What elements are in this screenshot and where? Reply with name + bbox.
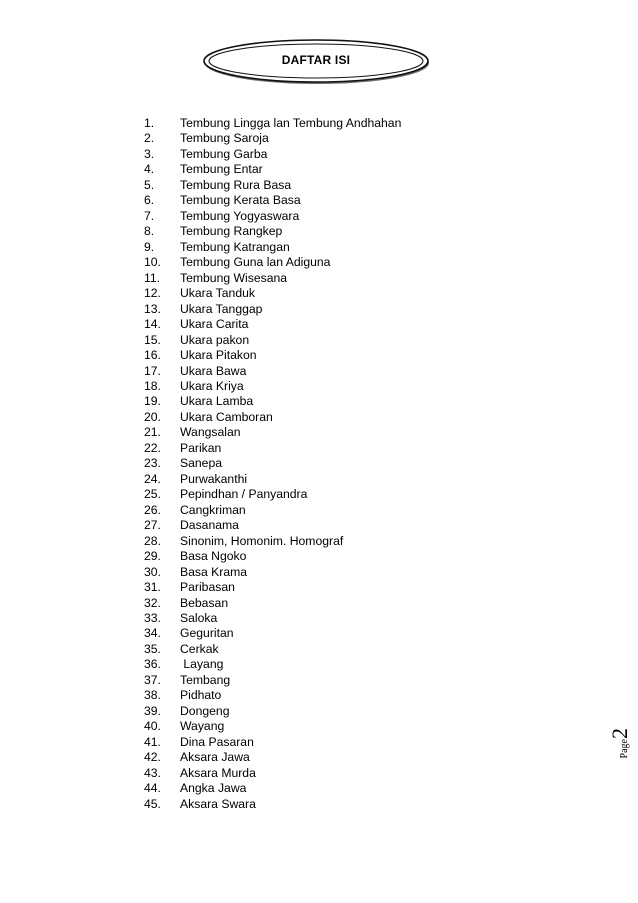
toc-entry <box>144 688 401 703</box>
toc-entry <box>144 735 401 750</box>
toc-entry <box>144 271 401 286</box>
toc-entry <box>144 116 401 131</box>
toc-entry <box>144 441 401 456</box>
toc-entry-label: Tembung Saroja <box>180 131 269 146</box>
page-number: 2 <box>607 728 632 739</box>
page-footer-text <box>609 728 631 778</box>
toc-entry-number: 4. <box>144 162 155 177</box>
toc-entry-number: 34. <box>144 626 161 641</box>
toc-entry-label: Sinonim, Homonim. Homograf <box>180 533 344 548</box>
toc-entry <box>144 534 401 549</box>
toc-entry-number: 11. <box>144 270 161 285</box>
toc-entry-label: Aksara Swara <box>180 796 256 811</box>
toc-entry-label: Tembung Lingga lan Tembung Andhahan <box>180 116 402 130</box>
toc-entry <box>144 456 401 471</box>
toc-entry-number: 3. <box>144 146 155 161</box>
toc-entry-number: 24. <box>144 471 161 486</box>
toc-entry-number: 45. <box>144 796 161 811</box>
toc-entry <box>144 348 401 363</box>
toc-entry-label: Parikan <box>180 440 222 455</box>
toc-entry <box>144 797 401 812</box>
toc-entry <box>144 302 401 317</box>
toc-entry-label: Wayang <box>180 719 225 734</box>
toc-entry <box>144 394 401 409</box>
toc-entry-number: 26. <box>144 502 161 517</box>
toc-entry <box>144 766 401 781</box>
toc-entry-label: Tembung Kerata Basa <box>180 193 301 208</box>
toc-entry-label: Dasanama <box>180 518 239 533</box>
toc-entry <box>144 162 401 177</box>
toc-entry <box>144 673 401 688</box>
toc-entry-number: 1. <box>144 116 155 130</box>
toc-entry-number: 14. <box>144 317 161 332</box>
toc-entry-number: 13. <box>144 301 161 316</box>
toc-entry-label: Purwakanthi <box>180 471 248 486</box>
page-footer <box>577 728 632 828</box>
toc-entry-label: Sanepa <box>180 456 223 471</box>
toc-entry-label: Geguritan <box>180 626 234 641</box>
toc-entry <box>144 240 401 255</box>
toc-entry <box>144 379 401 394</box>
toc-entry-label: Tembung Guna lan Adiguna <box>180 255 331 270</box>
toc-entry <box>144 193 401 208</box>
toc-entry-number: 10. <box>144 255 161 270</box>
toc-entry-label: Pepindhan / Panyandra <box>180 487 308 502</box>
toc-entry-number: 38. <box>144 688 161 703</box>
toc-entry <box>144 642 401 657</box>
toc-entry <box>144 781 401 796</box>
toc-entry-label: Ukara Tanduk <box>180 286 255 301</box>
toc-entry <box>144 549 401 564</box>
toc-entry <box>144 147 401 162</box>
toc-entry-number: 29. <box>144 549 161 564</box>
toc-entry-label: Basa Krama <box>180 564 248 579</box>
toc-entry-number: 44. <box>144 781 161 796</box>
page-word: Page <box>619 739 630 759</box>
toc-entry-number: 27. <box>144 518 161 533</box>
toc-entry-number: 43. <box>144 765 161 780</box>
toc-entry-label: Tembung Rura Basa <box>180 177 292 192</box>
toc-entry-label: Dina Pasaran <box>180 734 254 749</box>
toc-entry-number: 35. <box>144 641 161 656</box>
title-badge <box>201 38 431 86</box>
toc-entry-label: Bebasan <box>180 595 229 610</box>
toc-entry <box>144 487 401 502</box>
toc-entry-number: 2. <box>144 131 155 146</box>
toc-entry-label: Tembang <box>180 672 231 687</box>
toc-entry-label: Ukara Tanggap <box>180 301 263 316</box>
page-title: DAFTAR ISI <box>281 53 351 67</box>
toc-entry-number: 28. <box>144 533 161 548</box>
toc-entry-label: Cangkriman <box>180 502 246 517</box>
toc-entry-label: Dongeng <box>180 703 230 718</box>
toc-entry <box>144 580 401 595</box>
toc-entry-label: Ukara Kriya <box>180 378 244 393</box>
toc-entry <box>144 410 401 425</box>
toc-entry-number: 5. <box>144 177 155 192</box>
toc-entry-number: 22. <box>144 440 161 455</box>
toc-entry-label: Ukara pakon <box>180 332 250 347</box>
toc-entry <box>144 178 401 193</box>
toc-entry-number: 40. <box>144 719 161 734</box>
toc-entry-number: 33. <box>144 611 161 625</box>
toc-entry-number: 16. <box>144 348 161 363</box>
toc-entry <box>144 224 401 239</box>
toc-entry-label: Ukara Carita <box>180 317 249 332</box>
toc-entry <box>144 719 401 734</box>
toc-entry-number: 41. <box>144 734 161 749</box>
toc-entry-label: Ukara Bawa <box>180 363 247 378</box>
toc-entry-label: Paribasan <box>180 580 235 595</box>
toc-entry <box>144 503 401 518</box>
toc-entry-number: 12. <box>144 286 161 301</box>
toc-entry <box>144 317 401 332</box>
toc-entry <box>144 364 401 379</box>
toc-entry-label: Cerkak <box>180 641 219 656</box>
toc-entry <box>144 611 401 626</box>
toc-entry-number: 37. <box>144 672 161 687</box>
toc-entry-number: 21. <box>144 425 161 440</box>
toc-entry-number: 15. <box>144 332 161 347</box>
toc-entry <box>144 518 401 533</box>
toc-entry-number: 6. <box>144 193 155 208</box>
toc-entry-number: 32. <box>144 595 161 610</box>
toc-entry-label: Aksara Jawa <box>180 750 250 765</box>
toc-entry-label: Ukara Camboran <box>180 409 273 424</box>
toc-entry <box>144 565 401 580</box>
toc-entry-label: Saloka <box>180 611 218 625</box>
toc-entry <box>144 333 401 348</box>
toc-entry <box>144 131 401 146</box>
toc-entry <box>144 750 401 765</box>
toc-entry-number: 23. <box>144 456 161 471</box>
toc-entry-number: 36. <box>144 657 161 672</box>
toc-entry-number: 31. <box>144 580 161 595</box>
toc-entry-number: 20. <box>144 409 161 424</box>
toc-entry-label: Ukara Pitakon <box>180 348 257 363</box>
toc-entry-label: Tembung Rangkep <box>180 224 283 239</box>
toc-entry-number: 30. <box>144 564 161 579</box>
toc-entry-label: Tembung Garba <box>180 146 268 161</box>
toc-entry-label: Tembung Yogyaswara <box>180 208 300 223</box>
toc-entry-number: 7. <box>144 208 155 223</box>
toc-entry <box>144 255 401 270</box>
toc-entry-label: Tembung Entar <box>180 162 263 177</box>
toc-entry <box>144 596 401 611</box>
toc-entry-label: Ukara Lamba <box>180 394 254 409</box>
toc-entry <box>144 472 401 487</box>
toc-entry-number: 17. <box>144 363 161 378</box>
toc-entry-number: 25. <box>144 487 161 502</box>
toc-entry-number: 8. <box>144 224 155 239</box>
toc-entry-label: Tembung Katrangan <box>180 239 290 254</box>
toc-entry-number: 18. <box>144 378 161 393</box>
toc-entry <box>144 209 401 224</box>
table-of-contents <box>144 116 401 812</box>
toc-entry-number: 9. <box>144 239 155 254</box>
toc-entry-label: Layang <box>180 657 224 672</box>
toc-entry-number: 42. <box>144 750 161 765</box>
toc-entry <box>144 425 401 440</box>
toc-entry <box>144 704 401 719</box>
toc-entry-number: 19. <box>144 394 161 409</box>
toc-entry-label: Tembung Wisesana <box>180 270 288 285</box>
toc-entry-label: Angka Jawa <box>180 781 247 796</box>
toc-entry-number: 39. <box>144 703 161 718</box>
toc-entry-label: Wangsalan <box>180 425 241 440</box>
toc-entry <box>144 657 401 672</box>
toc-entry-label: Aksara Murda <box>180 765 256 780</box>
toc-entry <box>144 286 401 301</box>
toc-entry <box>144 626 401 641</box>
toc-entry-label: Basa Ngoko <box>180 549 247 564</box>
toc-entry-label: Pidhato <box>180 688 222 703</box>
